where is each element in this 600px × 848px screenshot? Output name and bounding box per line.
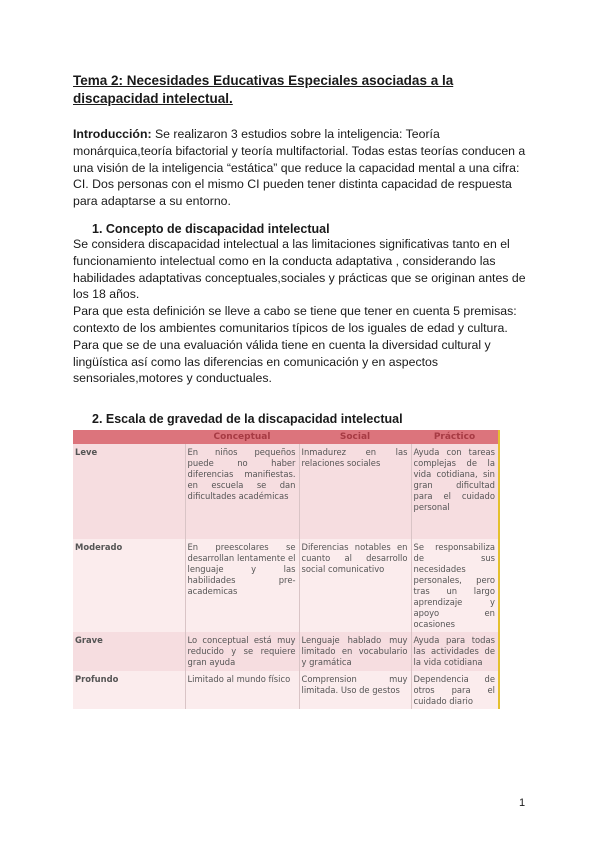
conceptual-cell: Lo conceptual está muy reducido y se requiere gran ayuda — [185, 632, 299, 671]
table-header-row — [73, 430, 499, 444]
table-row — [73, 671, 499, 709]
practico-cell: Se responsabiliza de sus necesidades personales, pero tras un largo aprendizaje y apoyo en ocasiones — [411, 539, 499, 632]
intro-paragraph — [73, 126, 528, 210]
conceptual-cell: En niños pequeños puede no haber diferencias manifiestas. en escuela se dan dificultades académicas — [185, 444, 299, 539]
social-cell: Comprension muy limitada. Uso de gestos — [299, 671, 411, 709]
header-practico: Práctico — [411, 430, 499, 444]
social-cell: Inmadurez en las relaciones sociales — [299, 444, 411, 539]
section1-heading: 1. Concepto de discapacidad intelectual — [92, 222, 330, 236]
page-number: 1 — [519, 797, 526, 809]
practico-cell: Ayuda con tareas complejas de la vida cotidiana, sin gran dificultad para el cuidado personal — [411, 444, 499, 539]
section1-paragraph-2: Para que esta definición se lleve a cabo se tiene que tener en cuenta 5 premisas: contexto de los ambientes comunitarios típicos de los iguales de edad y cultura. Para que se de una evaluación válida tiene en cuenta la diversidad cultural y lingüística así como las diferencias en comunicación y en aspectos sensoriales,motores y conductuales. — [73, 304, 517, 386]
social-cell: Diferencias notables en cuanto al desarrollo social comunicativo — [299, 539, 411, 632]
header-conceptual: Conceptual — [185, 430, 299, 444]
table-row — [73, 539, 499, 632]
intro-text: Se realizaron 3 estudios sobre la inteligencia: Teoría monárquica,teoría bifactorial y teoría multifactorial. Todas estas teorías conducen a una visión de la inteligencia “estática” que reduce la capacidad mental a una cifra: CI. Dos personas con el mismo CI pueden tener distinta capacidad de respuesta para adaptarse a su entorno. — [73, 127, 526, 209]
level-cell: Profundo — [73, 671, 185, 709]
level-cell: Leve — [73, 444, 185, 539]
table-row — [73, 632, 499, 671]
social-cell: Lenguaje hablado muy limitado en vocabulario y gramática — [299, 632, 411, 671]
severity-table — [73, 430, 500, 709]
section1-body — [73, 236, 528, 387]
section2-heading: 2. Escala de gravedad de la discapacidad intelectual — [92, 412, 403, 426]
practico-cell: Ayuda para todas las actividades de la vida cotidiana — [411, 632, 499, 671]
practico-cell: Dependencia de otros para el cuidado diario — [411, 671, 499, 709]
section1-paragraph-1: Se considera discapacidad intelectual a las limitaciones significativas tanto en el funcionamiento intelectual como en la conducta adaptativa , considerando las habilidades adaptativas conceptuales,sociales y prácticas que se originan antes de los 18 años. — [73, 237, 526, 302]
table-row — [73, 444, 499, 539]
header-empty — [73, 430, 185, 444]
header-social: Social — [299, 430, 411, 444]
level-cell: Moderado — [73, 539, 185, 632]
conceptual-cell: Limitado al mundo físico — [185, 671, 299, 709]
intro-label: Introducción: — [73, 127, 152, 141]
document-title: Tema 2: Necesidades Educativas Especiales asociadas a la discapacidad intelectual. — [73, 73, 454, 106]
level-cell: Grave — [73, 632, 185, 671]
conceptual-cell: En preescolares se desarrollan lentamente el lenguaje y las habilidades pre-academicas — [185, 539, 299, 632]
